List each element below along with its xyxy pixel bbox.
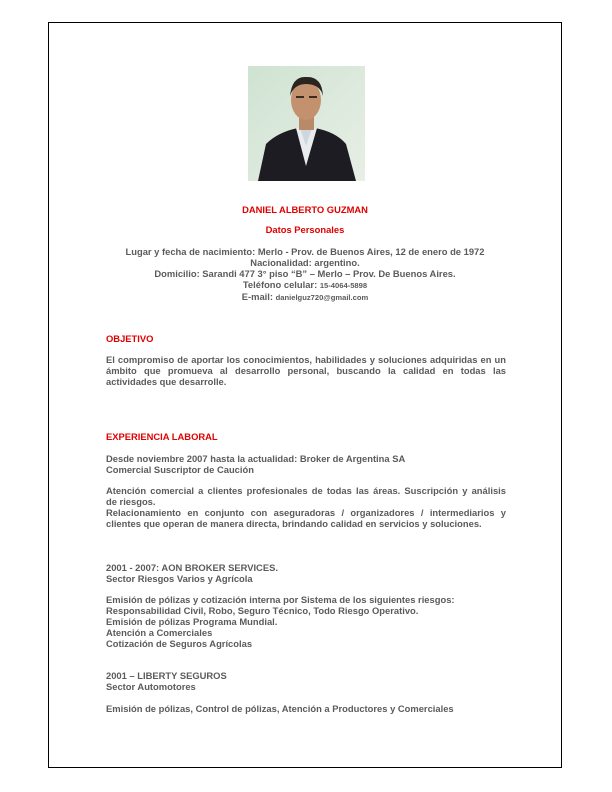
job-line: clientes que operan de manera directa, brindando calidad en servicios y soluciones.: [106, 518, 482, 529]
objective-line: actividades que desarrolle.: [106, 376, 227, 387]
job-role: Sector Automotores: [106, 681, 196, 692]
job-title: Desde noviembre 2007 hasta la actualidad: Broker de Argentina SA: [106, 453, 406, 464]
job-line: Relacionamiento en conjunto con aseguradoras / organizadores / intermediarios y: [106, 507, 506, 518]
job-description: Emisión de pólizas, Control de pólizas, Atención a Productores y Comerciales: [106, 703, 454, 714]
personal-data-heading: Datos Personales: [265, 224, 345, 235]
job-line: Atención a Comerciales: [106, 627, 213, 638]
job-title: 2001 – LIBERTY SEGUROS: [106, 670, 227, 681]
phone: [48, 279, 562, 291]
job-description: [106, 485, 506, 529]
job-role: Comercial Suscriptor de Caución: [106, 464, 254, 475]
job-line: Emisión de pólizas y cotización interna por Sistema de los siguientes riesgos:: [106, 594, 455, 605]
profile-photo: [248, 66, 365, 181]
job-line: Cotización de Seguros Agrícolas: [106, 638, 253, 649]
email-address[interactable]: danielguz720@gmail.com: [275, 293, 369, 302]
email-label: E-mail:: [241, 291, 276, 302]
objective-text: [106, 354, 506, 387]
objective-heading: OBJETIVO: [106, 333, 154, 344]
candidate-name: DANIEL ALBERTO GUZMAN: [242, 204, 368, 215]
job-line: de riesgos.: [106, 496, 156, 507]
nationality: Nacionalidad: argentino.: [250, 257, 360, 268]
job-role: Sector Riesgos Varios y Agrícola: [106, 573, 253, 584]
phone-label: Teléfono celular:: [242, 279, 320, 290]
address: Domicilio: Sarandi 477 3° piso “B” – Merlo – Prov. De Buenos Aires.: [154, 268, 456, 279]
job-line: Atención comercial a clientes profesionales de todas las áreas. Suscripción y análisis: [106, 485, 506, 496]
experience-heading: EXPERIENCIA LABORAL: [106, 431, 218, 442]
objective-line: ámbito que promueva al desarrollo personal, buscando la calidad en todas las: [106, 365, 506, 376]
job-line: Emisión de pólizas Programa Mundial.: [106, 616, 278, 627]
job-description: [106, 594, 455, 649]
objective-line: El compromiso de aportar los conocimientos, habilidades y soluciones adquiridas en un: [106, 354, 506, 365]
job-line: Responsabilidad Civil, Robo, Seguro Técnico, Todo Riesgo Operativo.: [106, 605, 419, 616]
job-title: 2001 - 2007: AON BROKER SERVICES.: [106, 562, 278, 573]
birth-info: Lugar y fecha de nacimiento: Merlo - Prov. de Buenos Aires, 12 de enero de 1972: [125, 246, 485, 257]
phone-number: 15-4064-5898: [319, 281, 368, 290]
email: [48, 291, 562, 303]
